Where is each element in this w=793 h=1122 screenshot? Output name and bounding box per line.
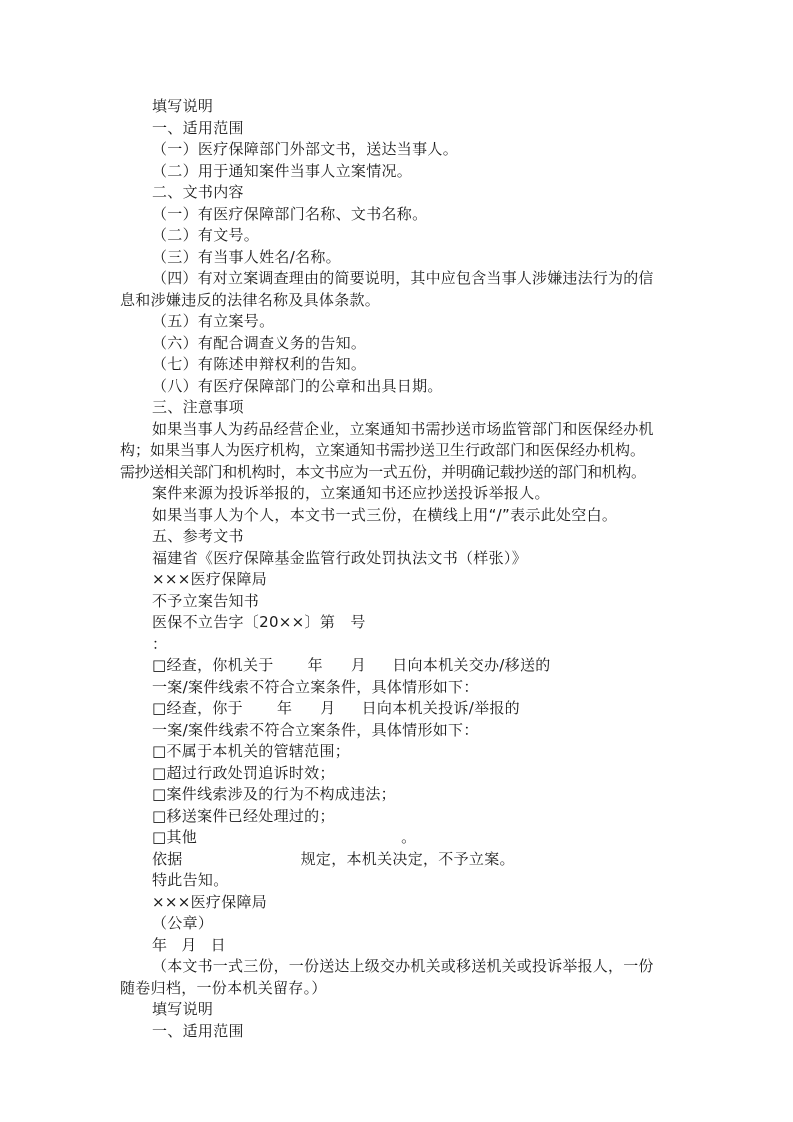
issuing-authority: ×××医疗保障局: [152, 570, 268, 588]
option-complaint-prefix: □经查，你于: [152, 699, 243, 717]
legal-basis-line: [152, 849, 515, 869]
reason-option-other-period: 。: [401, 828, 417, 846]
document-number: 医保不立告字〔20××〕第 号: [152, 613, 366, 631]
reason-option-already-handled: □移送案件已经处理过的；: [152, 807, 335, 825]
content-item-7: （七）有陈述申辩权利的告知。: [152, 355, 367, 373]
content-item-1: （一）有医疗保障部门名称、文书名称。: [152, 205, 428, 223]
heading-scope-2: 一、适用范围: [152, 1022, 244, 1040]
addressee-colon: ：: [152, 635, 168, 653]
heading-content: 二、文书内容: [152, 183, 244, 201]
notes-paragraph-3: 如果当事人为个人，本文书一式三份，在横线上用“/”表示此处空白。: [152, 506, 618, 524]
notes-paragraph-2: 案件来源为投诉举报的，立案通知书还应抄送投诉举报人。: [152, 484, 550, 502]
option-complaint-line-2: 一案/案件线索不符合立案条件，具体情形如下：: [152, 721, 479, 739]
issue-date-year: 年: [152, 936, 168, 954]
reason-option-time-limit: □超过行政处罚追诉时效；: [152, 764, 335, 782]
section-title-fill-instructions-2: 填写说明: [152, 1000, 214, 1018]
scope-item-1: （一）医疗保障部门外部文书，送达当事人。: [152, 140, 459, 158]
notice-closing: 特此告知。: [152, 871, 229, 889]
notes-paragraph-1-line-2: 构；如果当事人为医疗机构，立案通知书需抄送卫生行政部门和医保经办机构。: [120, 441, 646, 459]
option-referral-month: 月: [350, 656, 367, 674]
decision-text: 规定，本机关决定，不予立案。: [300, 850, 515, 868]
content-item-3: （三）有当事人姓名/名称。: [152, 248, 341, 266]
option-referral-line-2: 一案/案件线索不符合立案条件，具体情形如下：: [152, 678, 479, 696]
option-referral-year: 年: [307, 656, 323, 674]
official-seal-label: （公章）: [152, 914, 214, 932]
heading-scope: 一、适用范围: [152, 119, 244, 137]
option-complaint-year: 年: [276, 699, 293, 717]
reason-option-jurisdiction: □不属于本机关的管辖范围；: [152, 742, 351, 760]
content-item-5: （五）有立案号。: [152, 312, 275, 330]
option-referral-day: 日向本机关交办/移送的: [392, 656, 551, 674]
signature-authority: ×××医疗保障局: [152, 893, 268, 911]
form-title: 不予立案告知书: [152, 592, 260, 610]
notes-paragraph-1-line-3: 需抄送相关部门和机构时，本文书应为一式五份，并明确记载抄送的部门和机构。: [120, 463, 646, 481]
issue-date-line: [152, 935, 226, 955]
option-complaint-day: 日向本机关投诉/举报的: [361, 699, 520, 717]
copies-note-line-1: （本文书一式三份，一份送达上级交办机关或移送机关或投诉举报人，一份: [152, 957, 654, 975]
heading-notes: 三、注意事项: [152, 398, 244, 416]
reason-option-not-illegal: □案件线索涉及的行为不构成违法；: [152, 785, 396, 803]
content-item-2: （二）有文号。: [152, 226, 260, 244]
option-referral-line-1: [152, 655, 551, 675]
scope-item-2: （二）用于通知案件当事人立案情况。: [152, 162, 413, 180]
issue-date-day: 日: [210, 936, 226, 954]
content-item-8: （八）有医疗保障部门的公章和出具日期。: [152, 377, 443, 395]
content-item-6: （六）有配合调查义务的告知。: [152, 334, 367, 352]
reference-title: 福建省《医疗保障基金监管行政处罚执法文书（样张）》: [152, 549, 528, 567]
option-complaint-month: 月: [320, 699, 336, 717]
heading-reference: 五、参考文书: [152, 527, 244, 545]
reason-option-other-label: □其他: [152, 828, 198, 846]
option-referral-prefix: □经查，你机关于: [152, 656, 274, 674]
reason-option-other: [152, 827, 416, 847]
option-complaint-line-1: [152, 698, 520, 718]
section-title-fill-instructions: 填写说明: [152, 97, 214, 115]
content-item-4-line-1: （四）有对立案调查理由的简要说明，其中应包含当事人涉嫌违法行为的信: [152, 269, 654, 287]
issue-date-month: 月: [181, 936, 197, 954]
notes-paragraph-1-line-1: 如果当事人为药品经营企业，立案通知书需抄送市场监管部门和医保经办机: [152, 420, 654, 438]
legal-basis-label: 依据: [152, 850, 183, 868]
copies-note-line-2: 随卷归档，一份本机关留存。）: [120, 979, 327, 997]
content-item-4-line-2: 息和涉嫌违反的法律名称及具体条款。: [120, 291, 381, 309]
